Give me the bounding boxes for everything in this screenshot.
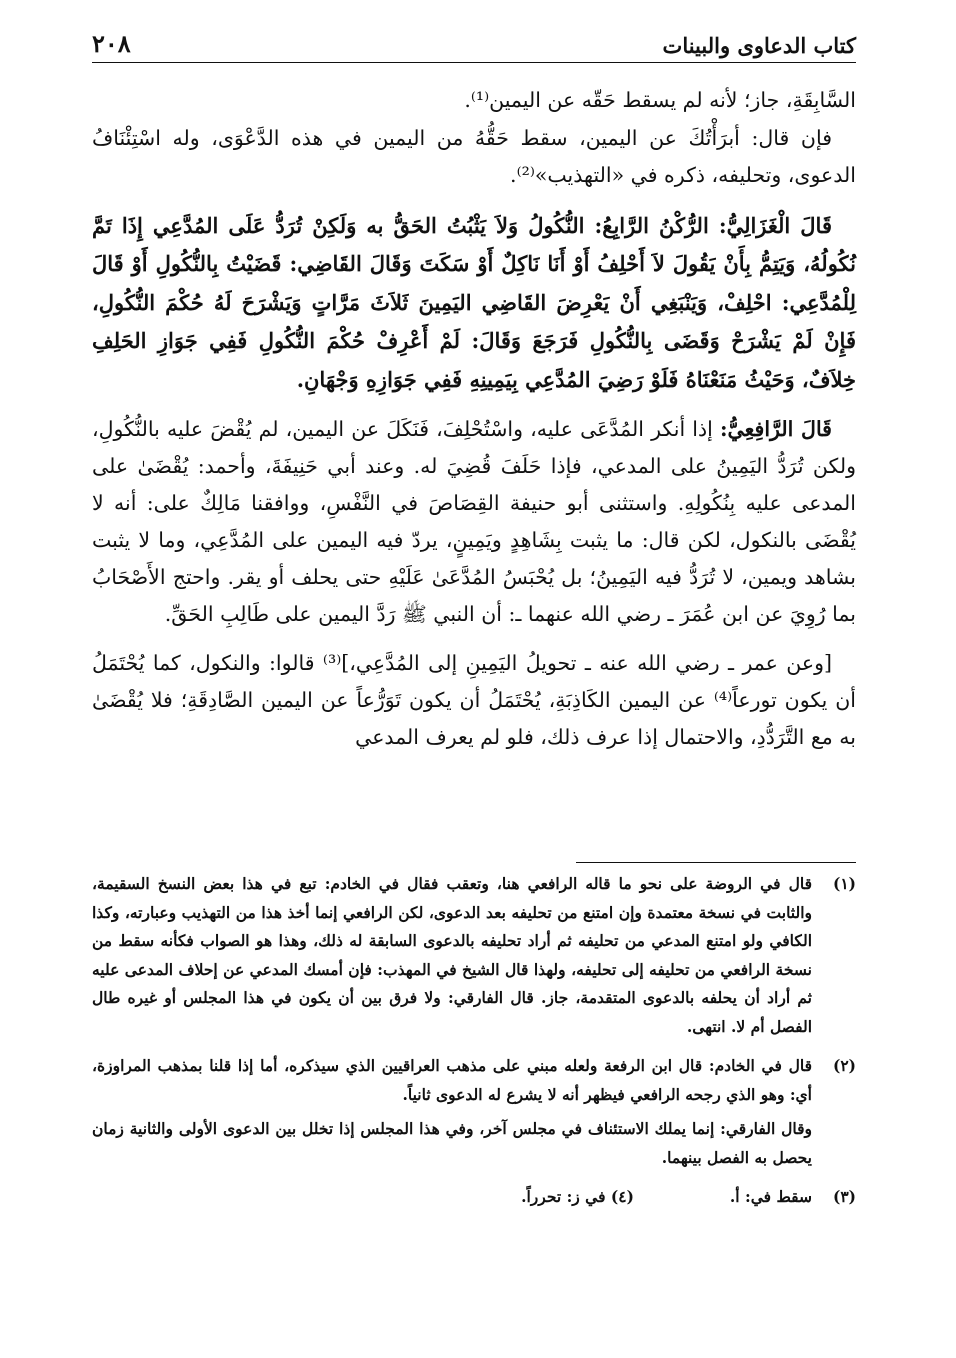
footnotes bbox=[92, 870, 856, 1212]
spacer bbox=[634, 1183, 730, 1212]
main-text bbox=[92, 82, 856, 756]
rafii-lead: قَالَ الرَّافِعِيُّ: bbox=[719, 417, 832, 441]
book-title: كتاب الدعاوى والبينات bbox=[662, 33, 856, 58]
footnote-text-continued: وقال الفارقي: إنما يملك الاستئناف في مجلس آخر، وفي هذا المجلس إذا تخلل بين الدعوى الأولى والثانية زمان يحصل به الفصل بينهما. bbox=[92, 1119, 812, 1167]
footnote-number: (١) bbox=[832, 874, 856, 893]
footnote-text: قال في الروضة على نحو ما قاله الرافعي هنا، وتعقب فقال في الخادم: تبع في هذا بعض النسخ السقيمة، والثابت في نسخة معتمدة وإن امتنع من تحليفه بعد الدعوى، لكن الرافعي إنما أخذ هذا من التهذيب وعبارته، وكذا الكافي ولو امتنع المدعي من تحليفه ثم أراد تحليفه بالدعوى السابقة له ذلك، وهذا هو الصواب فكأنه سقط من نسخة الرافعي من تحليفه إلى تحليفه، ولهذا قال الشيخ في المهذب: فإن أمسك المدعي عن إحلاف المدعى عليه ثم أراد أن يحلفه بالدعوى المتقدمة، جاز. قال الفارقي: ولا فرق بين أن يكون في هذا المجلس أو غيره طال الفصل أم لا. انتهى. bbox=[92, 874, 812, 1036]
footnote-number: (٣) bbox=[832, 1187, 856, 1206]
footnote-4-text: (٤) في ز: تحرراً. bbox=[521, 1187, 634, 1206]
footnote-text-row bbox=[92, 1183, 812, 1212]
rafii-commentary-paragraph bbox=[92, 411, 856, 633]
running-header bbox=[92, 28, 856, 63]
footnote-number: (٢) bbox=[832, 1056, 856, 1075]
paragraph-1: السَّابِقَةِ، جاز؛ لأنه لم يسقط حَقّه عن اليمين⁽¹⁾. bbox=[464, 88, 856, 112]
footnote-1 bbox=[92, 870, 856, 1041]
footnote-3-4 bbox=[92, 1183, 856, 1212]
footnote-text: قال في الخادم: قال ابن الرفعة ولعله مبني على مذهب العراقيين الذي سيذكره، أما إذا قلنا بمذهب المراوزة، أي: وهو الذي رجحه الرافعي فيظهر أنه لا يشرع له الدعوى ثانياً. bbox=[92, 1056, 812, 1104]
page-number: ٢٠٨ bbox=[92, 29, 131, 58]
footnote-2 bbox=[92, 1052, 856, 1172]
ghazali-matn-paragraph: قَالَ الْغَزَالِيُّ: الرُّكْنُ الرَّابِعُ: النُّكُولُ وَلاَ يَثْبُتُ الحَقُّ به وَلَكِنْ تُرَدُّ عَلَى المُدَّعِي إِذَا تَمَّ نُكُولُهُ، وَيَتِمُّ بِأَنْ يَقُولَ لاَ أَحْلِفُ أَوْ أَنَا نَاكِلٌ أَوْ سَكَتَ وَقَالَ القَاضِي: قَضَيْتُ بِالنُّكُولِ أَوْ قَالَ لِلْمُدَّعِي: احْلِفْ، وَيَنْبَغِي أَنْ يَعْرِضَ القَاضِي اليَمِينَ ثَلاَثَ مَرَّاتٍ وَيَشْرَحَ لَهُ حُكْمَ النُّكُولِ، فَإِنْ لَمْ يَشْرَحْ وَقَضَى بِالنُّكُولِ فَرَجَعَ وَقَالَ: لَمْ أَعْرِفْ حُكْمَ النُّكُولِ فَفِي جَوَازِ الحَلِفِ خِلاَفٌ، وَحَيْثُ مَنَعْنَاهُ فَلَوْ رَضِيَ المُدَّعِي بِيَمِينِهِ فَفِي جَوَازِهِ وَجْهَانِ. bbox=[92, 212, 856, 392]
rafii-text: إذا أنكر المُدَّعَى عليه، واسْتُحْلِفَ، فَنَكَلَ عن اليمين، لم يُقْضَ عليه بالنُّكُولِ، ولكن تُرَدُّ اليَمِينُ على المدعي، فإذا حَلَفَ قُضِيَ له. وعند أبي حَنِيفَةَ، وأحمد: يُقْضَىٰ على المدعى عليه بِنُكُولِهِ. واستثنى أبو حنيفة القِصَاصَ في النَّفْسِ، ووافقنا مَالِكٌ على: أنه لا يُقْضَى بالنكول، لكن قال: ما يثبت بِشَاهِدٍ ويَمِينٍ، يردّ فيه اليمين على المُدَّعِي، وما لا يثبت بشاهد ويمين، لا تُرَدُّ فيه اليَمِينُ؛ بل يُحْبَسُ المُدَّعَىٰ عَلَيْهِ حتى يحلف أو يقر. واحتج الأَصْحَابُ بما رُوِيَ عن ابن عُمَرَ ـ رضي الله عنهما ـ: أن النبي ﷺ رَدَّ اليمين على طَالِبِ الحَقِّ. bbox=[92, 417, 856, 626]
footnote-separator bbox=[576, 862, 856, 863]
paragraph-2: فإن قال: أبرَأْتُكَ عن اليمين، سقط حَقُّهُ من اليمين في هذه الدَّعْوَى، وله اسْتِئْنَافُ الدعوى، وتحليفه، ذكره في «التهذيب»⁽²⁾. bbox=[92, 125, 856, 187]
footnote-text-block bbox=[92, 1052, 812, 1172]
paragraph-5: [وعن عمر ـ رضي الله عنه ـ تحويلُ اليَمِينِ إلى المُدَّعِي،]⁽³⁾ قالوا: والنكول، كما يُحْتَمَلُ أن يكون تورعاً⁽⁴⁾ عن اليمين الكَاذِبَةِ، يُحْتَمَلُ أن يكون تَوَرُّعاً عن اليمين الصَّادِقَةِ؛ فلا يُقْضَىٰ به مع التَّرَدُّدِ، والاحتمال إذا عرف ذلك، فلو لم يعرف المدعي bbox=[92, 651, 856, 749]
footnote-3-text: سقط في: أ. bbox=[729, 1187, 812, 1206]
